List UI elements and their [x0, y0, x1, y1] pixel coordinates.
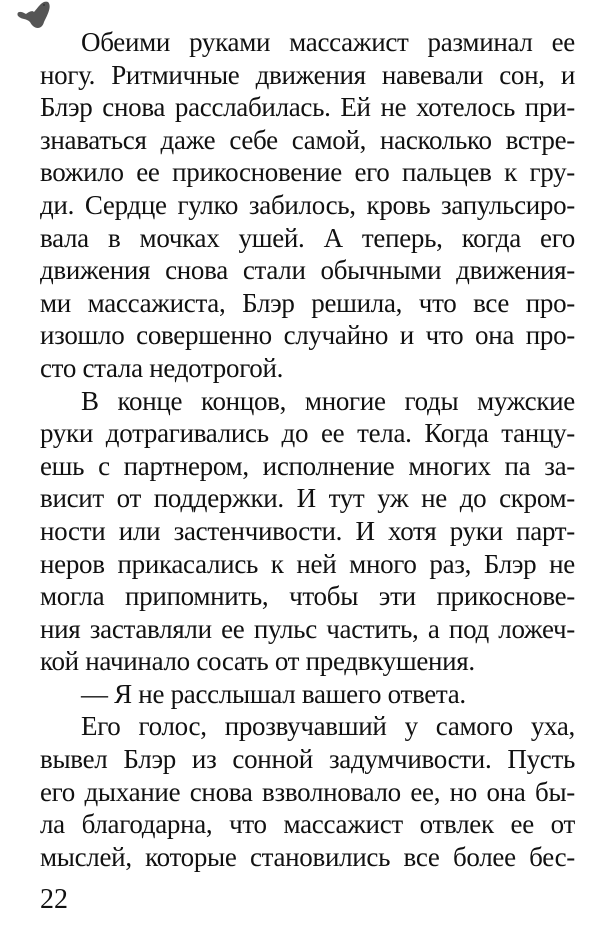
text-line: кой начинало сосать от предвкушения. [40, 646, 475, 677]
text-line: вала в мочках ушей. А теперь, когда его [40, 222, 575, 253]
text-line: мыслей, которые становились все более бес- [40, 841, 575, 872]
text-line: руки дотрагивались до ее тела. Когда танцу- [40, 418, 575, 449]
text-line: сто стала недотрогой. [40, 352, 284, 383]
text-line: могла припомнить, чтобы эти прикоснове- [40, 581, 575, 612]
text-line: В конце концов, многие годы мужские [81, 385, 575, 416]
text-line: знаваться даже себе самой, насколько встре- [40, 124, 575, 155]
text-line: ди. Сердце гулко забилось, кровь запульсиро- [40, 189, 575, 220]
text-line: — Я не расслышал вашего ответа. [81, 678, 466, 709]
text-line: его дыхание снова взволновало ее, но она бы- [40, 776, 575, 807]
text-line: ногу. Ритмичные движения навевали сон, и [40, 59, 575, 90]
text-line: Обеими руками массажист разминал ее [81, 27, 575, 57]
page-text [40, 26, 575, 873]
text-line: Его голос, прозвучавший у самого уха, [81, 711, 575, 742]
text-line: ности или застенчивости. И хотя руки парт- [40, 515, 575, 546]
text-line: ния заставляли ее пульс частить, а под ложеч- [40, 613, 575, 644]
text-line: неров прикасались к ней много раз, Блэр не [40, 548, 575, 579]
text-line: висит от поддержки. И тут уж не до скром- [40, 483, 575, 514]
text-line: ла благодарна, что массажист отвлек ее от [40, 809, 575, 840]
text-line: движения снова стали обычными движения- [40, 255, 575, 286]
text-line: Блэр снова расслабилась. Ей не хотелось при- [40, 92, 575, 123]
page-number: 22 [40, 884, 68, 915]
text-line: ешь с партнером, исполнение многих па за- [40, 450, 575, 481]
text-line: изошло совершенно случайно и что она про- [40, 320, 575, 351]
text-line: вожило ее прикосновение его пальцев к гру- [40, 157, 575, 188]
text-line: ми массажиста, Блэр решила, что все про- [40, 287, 575, 318]
text-line: вывел Блэр из сонной задумчивости. Пусть [40, 744, 575, 775]
